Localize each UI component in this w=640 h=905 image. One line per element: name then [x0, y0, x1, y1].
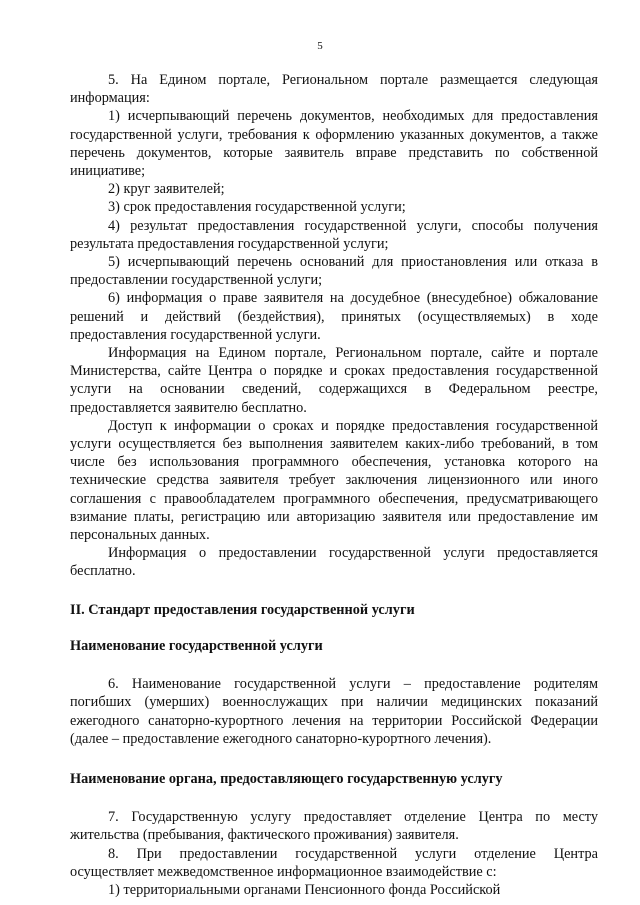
paragraph-6: 6. Наименование государственной услуги – предоставление родителям погибших (умерших) военнослужащих при наличии медицинских показаний ежегодного санаторно-курортного лечения на территории Российской Федерации (далее – предоставление ежегодного санаторно-курортного лечения). [70, 676, 598, 747]
paragraph-5-item-1: 1) исчерпывающий перечень документов, необходимых для предоставления государственной услуги, требования к оформлению указанных документов, а также перечень документов, которые заявитель вправе представить по собственной инициативе; [70, 108, 598, 180]
document-body [70, 71, 598, 899]
paragraph-8-item-1: 1) территориальными органами Пенсионного фонда Российской [108, 881, 501, 898]
paragraph-free: Информация о предоставлении государственной услуги предоставляется бесплатно. [70, 545, 598, 580]
paragraph-7: 7. Государственную услугу предоставляет отделение Центра по месту жительства (пребывания, фактического проживания) заявителя. [70, 809, 598, 844]
paragraph-access: Доступ к информации о сроках и порядке предоставления государственной услуги осуществляется без выполнения заявителем каких-либо требований, в том числе без использования программного обеспечения, установка которого на технические средства заявителя требует заключения лицензионного или иного соглашения с правообладателем программного обеспечения, предусматривающего взимание платы, регистрацию или авторизацию заявителя или предоставление им персональных данных. [70, 417, 598, 544]
subsection-heading-service-name: Наименование государственной услуги [70, 637, 323, 654]
paragraph-5-item-5: 5) исчерпывающий перечень оснований для приостановления или отказа в предоставлении государственной услуги; [70, 254, 598, 289]
paragraph-5-item-2: 2) круг заявителей; [108, 181, 225, 198]
section-heading: II. Стандарт предоставления государственной услуги [70, 601, 415, 618]
paragraph-5-item-6: 6) информация о праве заявителя на досудебное (внесудебное) обжалование решений и действий (бездействия), принятых (осуществляемых) в ходе предоставления государственной услуги. [70, 290, 598, 343]
paragraph-5-item-3: 3) срок предоставления государственной услуги; [108, 199, 406, 216]
subsection-heading-authority: Наименование органа, предоставляющего государственную услугу [70, 770, 503, 787]
paragraph-5-intro: 5. На Едином портале, Региональном портале размещается следующая информация: [70, 72, 598, 107]
paragraph-8: 8. При предоставлении государственной услуги отделение Центра осуществляет межведомственное информационное взаимодействие с: [70, 845, 598, 880]
page-number: 5 [317, 40, 323, 52]
paragraph-info-portal: Информация на Едином портале, Региональном портале, сайте и портале Министерства, сайте Центра о порядке и сроках предоставления государственной услуги на основании сведений, содержащихся в Федеральном реестре, предоставляется заявителю бесплатно. [70, 345, 598, 416]
paragraph-5-item-4: 4) результат предоставления государственной услуги, способы получения результата предоставления государственной услуги; [70, 217, 598, 252]
